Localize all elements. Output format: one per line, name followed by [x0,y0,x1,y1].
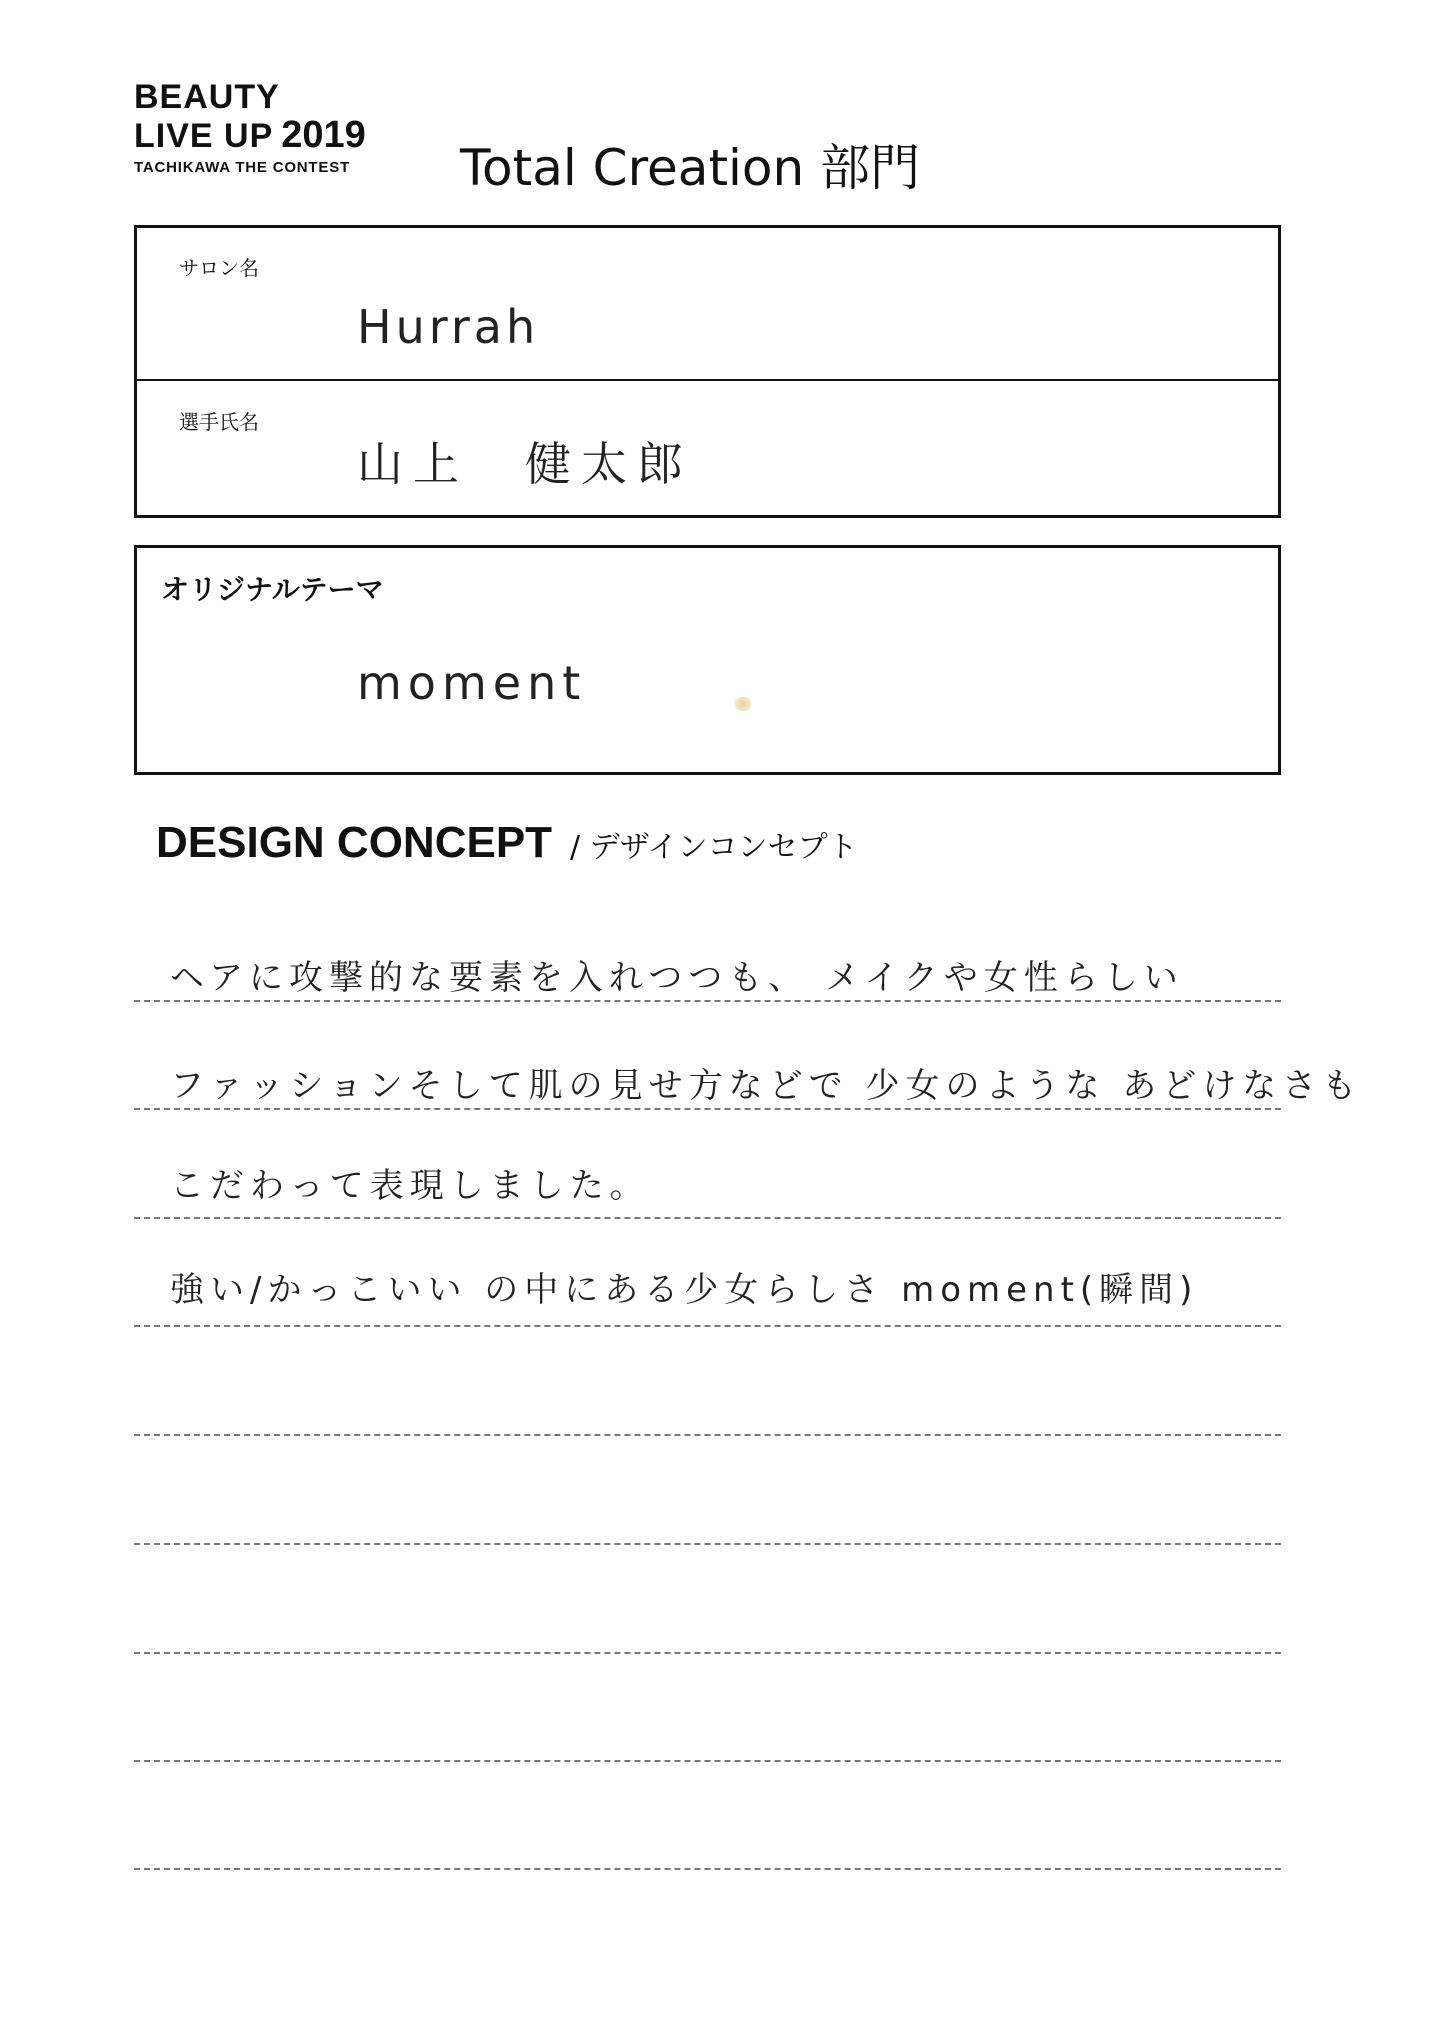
logo-subtitle: TACHIKAWA THE CONTEST [134,159,350,176]
paper-speck [732,697,754,711]
ruled-line [134,1652,1281,1654]
theme-label: オリジナルテーマ [161,573,384,606]
concept-line: ヘアに攻撃的な要素を入れつつも、 メイクや女性らしい [170,958,1184,998]
concept-line: こだわって表現しました。 [170,1166,650,1206]
ruled-line [134,1543,1281,1545]
salon-label: サロン名 [179,256,259,280]
logo-line-2-text: LIVE UP [134,117,274,155]
concept-line: 強い/かっこいい の中にある少女らしさ moment(瞬間) [170,1270,1199,1310]
name-value: 山上 健太郎 [357,437,693,491]
design-concept-title: DESIGN CONCEPT [156,818,553,867]
ruled-line [134,1000,1281,1002]
salon-value: Hurrah [357,300,540,354]
entry-divider [137,379,1278,381]
logo-line-2 [134,116,366,155]
division-title: Total Creation 部門 [460,139,921,197]
logo-line-1: BEAUTY [134,78,280,116]
ruled-line [134,1434,1281,1436]
design-concept-heading [156,818,858,868]
ruled-line [134,1108,1281,1110]
theme-box [134,545,1281,775]
theme-value: moment [357,656,587,710]
ruled-line [134,1760,1281,1762]
ruled-line [134,1217,1281,1219]
concept-line: ファッションそして肌の見せ方などで 少女のような あどけなさも [170,1066,1363,1106]
design-concept-title-jp: / デザインコンセプト [570,830,858,865]
name-label: 選手氏名 [179,410,259,434]
ruled-line [134,1325,1281,1327]
logo-year: 2019 [281,114,366,156]
ruled-line [134,1868,1281,1870]
contest-logo [134,78,366,176]
entry-box [134,225,1281,518]
